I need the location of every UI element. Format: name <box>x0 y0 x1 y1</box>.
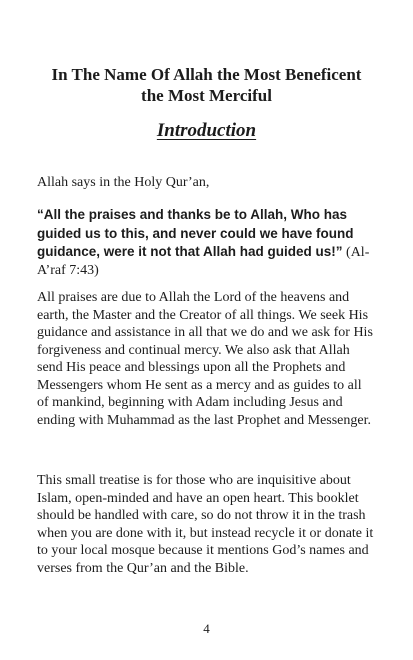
praise-paragraph: All praises are due to Allah the Lord of the heavens and earth, the Master and the Creator of all things. We seek His guidance and assistance in all that we do and we ask for His forgiveness and continual mercy. We also ask that Allah send His peace and blessings upon all the Prophets and Messengers whom He sent as a mercy and as guides to all of mankind, beginning with Adam including Jesus and ending with Muhammad as the last Prophet and Messenger. <box>37 290 373 428</box>
treatise-paragraph: This small treatise is for those who are inquisitive about Islam, open-minded and have an open heart. This booklet should be handled with care, so do not throw it in the trash when you are done with it, but instead recycle it or donate it to your local mosque because it mentions God’s names and verses from the Qur’an and the Bible. <box>37 473 374 576</box>
quote-paragraph <box>37 206 375 279</box>
quran-quote: “All the praises and thanks be to Allah, Who has guided us to this, and never could we have found guidance, were it not that Allah had guided us!” <box>37 207 354 259</box>
basmala-heading <box>30 64 383 106</box>
intro-paragraph: Allah says in the Holy Qur’an, <box>37 175 210 190</box>
page-number: 4 <box>203 621 210 636</box>
heading-line-1: In The Name Of Allah the Most Beneficent <box>51 65 362 84</box>
section-title-text: Introduction <box>156 120 257 141</box>
section-title <box>30 120 383 142</box>
quote-reference: (Al-A’raf 7:43) <box>37 245 370 278</box>
heading-line-2: the Most Merciful <box>141 86 272 105</box>
